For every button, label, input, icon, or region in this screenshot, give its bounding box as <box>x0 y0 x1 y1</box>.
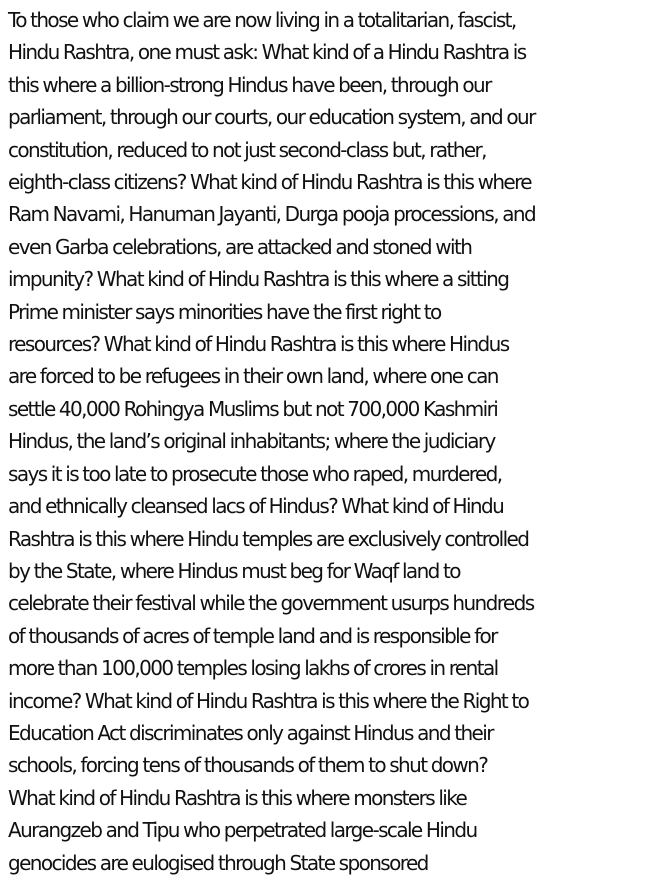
text-line: Rashtra is this where Hindu temples are exclusively controlled <box>8 526 529 551</box>
text-line: of thousands of acres of temple land and is responsible for <box>8 623 497 648</box>
text-line: Aurangzeb and Tipu who perpetrated large-scale Hindu <box>8 818 477 843</box>
text-line: by the State, where Hindus must beg for Waqf land to <box>8 558 460 583</box>
text-line: more than 100,000 temples losing lakhs of crores in rental <box>8 656 498 681</box>
text-line: What kind of Hindu Rashtra is this where monsters like <box>8 785 467 810</box>
text-line: constitution, reduced to not just second-class but, rather, <box>8 137 486 162</box>
text-line: even Garba celebrations, are attacked and stoned with <box>8 234 472 259</box>
text-line: are forced to be refugees in their own land, where one can <box>8 364 498 389</box>
text-line: income? What kind of Hindu Rashtra is this where the Right to <box>8 688 529 713</box>
text-line: Hindu Rashtra, one must ask: What kind of a Hindu Rashtra is <box>8 40 526 65</box>
text-line: celebrate their festival while the government usurps hundreds <box>8 591 534 616</box>
text-line: resources? What kind of Hindu Rashtra is this where Hindus <box>8 332 509 357</box>
text-line: parliament, through our courts, our education system, and our <box>8 105 535 130</box>
text-line: Education Act discriminates only against Hindus and their <box>8 720 493 745</box>
text-line: this where a billion-strong Hindus have been, through our <box>8 72 491 97</box>
body-paragraph <box>8 4 660 879</box>
text-line: and ethnically cleansed lacs of Hindus? What kind of Hindu <box>8 494 504 519</box>
text-line: impunity? What kind of Hindu Rashtra is this where a sitting <box>8 267 509 292</box>
text-line: settle 40,000 Rohingya Muslims but not 700,000 Kashmiri <box>8 396 498 421</box>
text-line: says it is too late to prosecute those who raped, murdered, <box>8 461 502 486</box>
text-line: Hindus, the land’s original inhabitants; where the judiciary <box>8 429 495 454</box>
text-line: Prime minister says minorities have the first right to <box>8 299 441 324</box>
text-line: schools, forcing tens of thousands of them to shut down? <box>8 753 488 778</box>
text-line: Ram Navami, Hanuman Jayanti, Durga pooja processions, and <box>8 202 536 227</box>
text-line: eighth-class citizens? What kind of Hindu Rashtra is this where <box>8 170 532 195</box>
text-line: To those who claim we are now living in a totalitarian, fascist, <box>8 8 516 32</box>
text-line: genocides are eulogised through State sponsored <box>8 850 428 875</box>
